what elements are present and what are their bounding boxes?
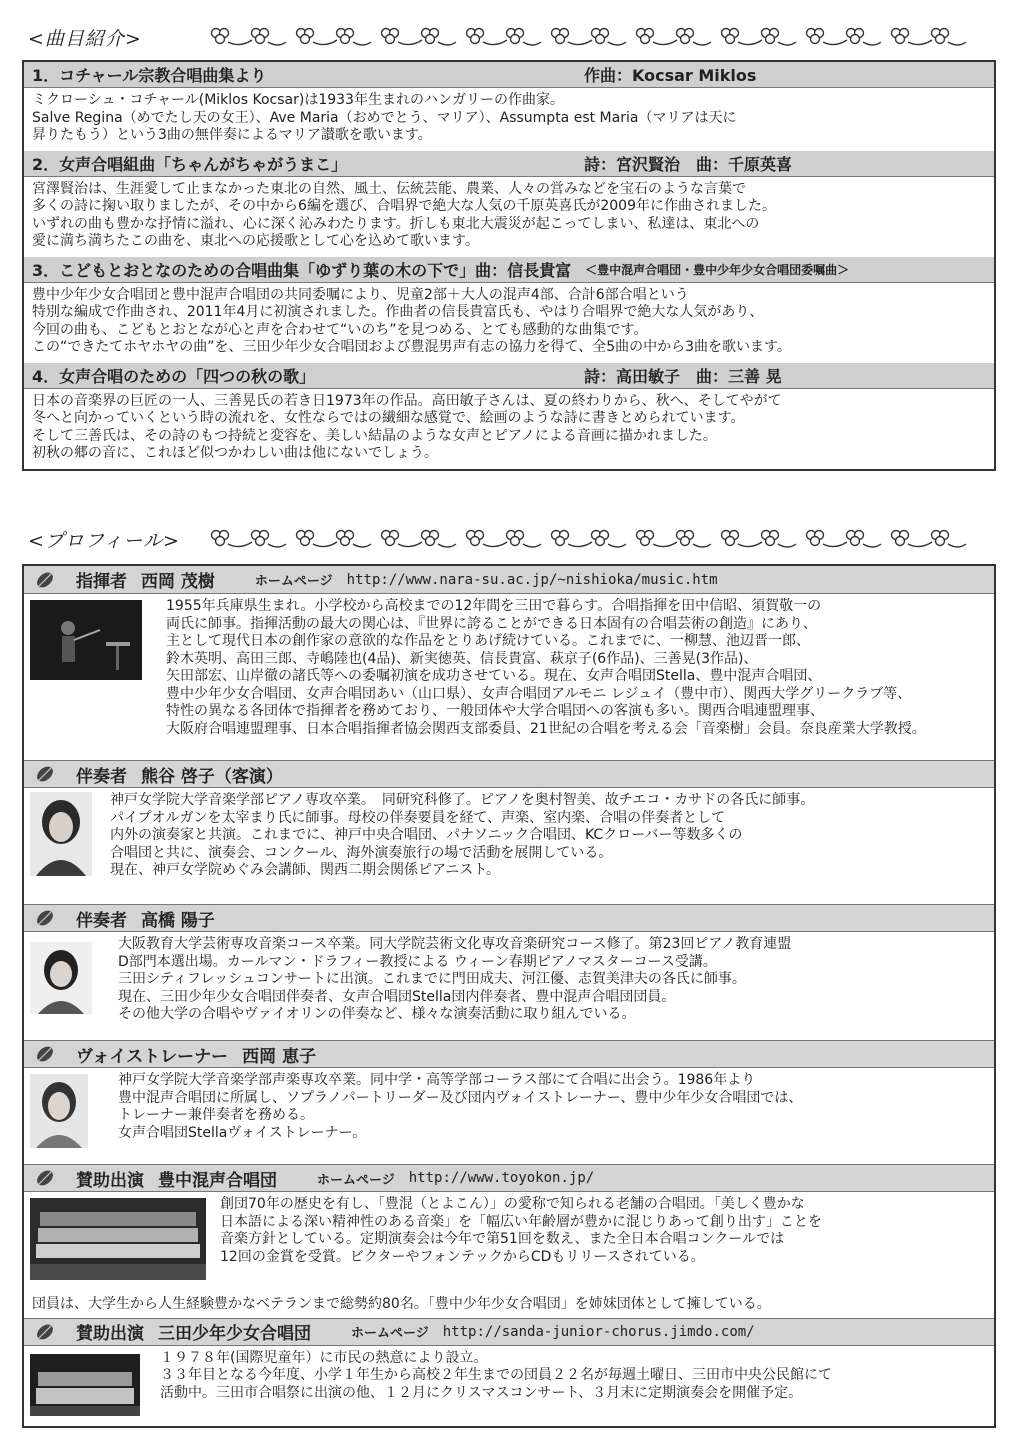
- clover-icon: [208, 526, 288, 552]
- leaf-icon: [34, 763, 56, 785]
- profile-header-voice-trainer: [24, 1040, 994, 1068]
- profile-body-sanda-choir: [24, 1346, 994, 1434]
- profile-body-toyonaka-choir: [24, 1192, 994, 1296]
- profile-name: 熊谷 啓子（客演）: [141, 766, 283, 787]
- profile-text: １９７８年(国際児童年）に市民の熱意により設立。 ３３年目となる今年度、小学１年生から高校２年生までの団員２２名が毎週土曜日、三田市中央公民館にて 活動中。三田市合唱祭に出演の他、１２月にクリスマスコンサート、３月末に定期演奏会を開催予定。: [160, 1349, 832, 1401]
- profile-header-pianist-kumagai: [24, 760, 994, 788]
- piece-credit: 作曲：Kocsar Miklos: [584, 66, 757, 85]
- piece-4: [24, 363, 994, 469]
- piece-header: [24, 257, 994, 283]
- leaf-icon: [34, 1043, 56, 1065]
- profile-name: 豊中混声合唱団: [158, 1170, 277, 1191]
- clover-icon: [463, 24, 543, 50]
- piece-title: 2．女声合唱組曲「ちゃんがちゃがうまこ」: [32, 154, 348, 174]
- piece-description: 日本の音楽界の巨匠の一人、三善晃氏の若き日1973年の作品。高田敏子さんは、夏の終わりから、秋へ、そしてやがて 冬へと向かっていくという時の流れを、女性ならではの繊細な感覚で、絵画のような詩に書きとめられています。 そして三善氏は、その詩のもつ持続と変容を、美しい結晶のような女声とピアノによる音画に描かれました。 初秋の郷の音に、これほど似つかわしい曲は他にないでしょう。: [32, 392, 782, 461]
- clover-icon: [633, 24, 713, 50]
- profile-text: 神戸女学院大学音楽学部ピアノ専攻卒業。 同研究科修了。ピアノを奥村智美、故チエコ・カサドの各氏に師事。 パイプオルガンを太宰まり氏に師事。母校の伴奏要員を経て、声楽、室内楽、合唱の伴奏者として 内外の演奏家と共演。これまでに、神戸中央合唱団、パナソニック合唱団、KCクローバー等数多くの 合唱団と共に、演奏会、コンクール、海外演奏旅行の場で活動を展開している。 現在、神戸女学院めぐみ会講師、関西二期会関係ピアニスト。: [110, 792, 815, 878]
- piece-3: [24, 257, 994, 363]
- profile-body-voice-trainer: [24, 1068, 994, 1164]
- clover-border: [208, 526, 1008, 552]
- profile-header-conductor: [24, 566, 994, 594]
- leaf-icon: [34, 569, 56, 591]
- piece-header: [24, 151, 994, 177]
- profile-text: 創団70年の歴史を有し、「豊混（とよこん）」の愛称で知られる老舗の合唱団。「美しく豊かな 日本語による深い精神性のある音楽」を「幅広い年齢層が豊かに混じりあって創り出す」ことを 音楽方針としている。定期演奏会は今年で第51回を数え、また全日本合唱コンクールでは 12回の金賞を受賞。ビクターやフォンテックからCDもリリースされている。: [220, 1196, 822, 1265]
- profile-name: 三田少年少女合唱団: [158, 1324, 311, 1344]
- voice-trainer-photo: [30, 1074, 88, 1148]
- profile-role: 指揮者: [76, 572, 127, 592]
- pieces-heading: <曲目紹介>: [28, 27, 142, 50]
- profile-header-toyonaka-choir: [24, 1164, 994, 1192]
- profile-text: 大阪教育大学芸術専攻音楽コース卒業。同大学院芸術文化専攻音楽研究コース修了。第23回ピアノ教育連盟 D部門本選出場。カールマン・ドラフィー教授による ウィーン春期ピアノマスターコース受講。 三田シティフレッシュコンサートに出演。これまでに門田成夫、河江優、志賀美津夫の各氏に師事。 現在、三田少年少女合唱団伴奏者、女声合唱団Stella団内伴奏者、豊中混声合唱団団員。 その他大学の合唱やヴァイオリンの伴奏など、様々な演奏活動に取り組んでいる。: [118, 936, 792, 1022]
- leaf-icon: [34, 1167, 56, 1189]
- profile-name: 高橋 陽子: [141, 910, 215, 931]
- clover-icon: [548, 24, 628, 50]
- profile-role: ヴォイストレーナー: [76, 1046, 229, 1067]
- clover-icon: [378, 24, 458, 50]
- clover-icon: [293, 24, 373, 50]
- homepage-label: ホームページ: [254, 574, 333, 589]
- homepage-link[interactable]: http://sanda-junior-chorus.jimdo.com/: [442, 1323, 755, 1340]
- piece-commission-note: ＜豊中混声合唱団・豊中少年少女合唱団委嘱曲＞: [585, 262, 850, 277]
- piece-description: 豊中少年少女合唱団と豊中混声合唱団の共同委嘱により、児童2部＋大人の混声4部、合計6部合唱という 特別な編成で作曲され、2011年4月に初演されました。作曲者の信長貴富氏も、やはり合唱界で絶大な人気があり、 今回の曲も、こどもとおとなが心と声を合わせて“いのち”を見つめる、とても感動的な曲集です。 この“できたてホヤホヤの曲”を、三田少年少女合唱団および豊混男声有志の協力を得て、全5曲の中から3曲を歌います。: [32, 286, 791, 355]
- leaf-icon: [34, 907, 56, 929]
- clover-icon: [803, 24, 883, 50]
- profile-body-conductor: [24, 594, 994, 760]
- clover-icon: [463, 526, 543, 552]
- pieces-box: [22, 60, 996, 471]
- leaf-icon: [34, 1321, 56, 1343]
- profile-text-continued: 団員は、大学生から人生経験豊かなベテランまで総勢約80名。「豊中少年少女合唱団」を姉妹団体として擁している。: [32, 1296, 771, 1312]
- profile-role: 伴奏者: [76, 766, 127, 787]
- homepage-label: ホームページ: [317, 1172, 395, 1188]
- clover-icon: [633, 526, 713, 552]
- pianist-kumagai-photo: [30, 792, 92, 876]
- sanda-choir-photo: [30, 1354, 140, 1416]
- clover-icon: [293, 526, 373, 552]
- piece-description: ミクローシュ・コチャール(Miklos Kocsar)は1933年生まれのハンガリーの作曲家。 Salve Regina（めでたし天の女王）、Ave Maria（おめでとう、マリア）、Assumpta est Maria（マリアは天に 昇りたもう）という3曲の無伴奏によるマリア讃歌を歌います。: [32, 92, 737, 143]
- profile-heading: <プロフィール>: [28, 529, 180, 552]
- piece-title: 1．コチャール宗教合唱曲集より: [32, 66, 267, 85]
- clover-icon: [888, 24, 968, 50]
- piece-title: 4．女声合唱のための「四つの秋の歌」: [32, 366, 316, 386]
- profile-heading-row: [28, 522, 1008, 556]
- piece-header: [24, 363, 994, 389]
- profile-name: 西岡 恵子: [242, 1046, 317, 1067]
- clover-icon: [548, 526, 628, 552]
- toyonaka-choir-photo: [30, 1198, 206, 1280]
- homepage-label: ホームページ: [351, 1326, 429, 1341]
- clover-icon: [718, 526, 798, 552]
- profile-name: 西岡 茂樹: [141, 572, 215, 592]
- profile-header-pianist-takahashi: [24, 904, 994, 932]
- piece-title: 3．こどもとおとなのための合唱曲集「ゆずり葉の木の下で」曲：信長貴富: [32, 260, 572, 280]
- profile-box: [22, 564, 996, 1428]
- pianist-takahashi-photo: [30, 942, 92, 1014]
- piece-2: [24, 151, 994, 257]
- clover-icon: [803, 526, 883, 552]
- clover-icon: [888, 526, 968, 552]
- profile-role: 賛助出演: [76, 1324, 144, 1344]
- profile-body-pianist-takahashi: [24, 932, 994, 1040]
- profile-header-sanda-choir: [24, 1318, 994, 1346]
- profile-role: 伴奏者: [76, 910, 127, 931]
- clover-icon: [378, 526, 458, 552]
- profile-body-pianist-kumagai: [24, 788, 994, 904]
- clover-icon: [208, 24, 288, 50]
- homepage-link[interactable]: http://www.nara-su.ac.jp/~nishioka/music.htm: [346, 571, 718, 588]
- piece-1: [24, 62, 994, 151]
- profile-text: 1955年兵庫県生まれ。小学校から高校までの12年間を三田で暮らす。合唱指揮を田中信昭、須賀敬一の 両氏に師事。指揮活動の最大の関心は、『世界に誇ることができる日本固有の合唱芸術の創造』にあり、 主として現代日本の創作家の意欲的な作品をとりあげ続けている。これまでに、一柳慧、池辺晋一郎、 鈴木英明、高田三郎、寺嶋陸也(4品)、新実徳英、信長貴富、萩京子(6作品)、三善晃(3作品)、 矢田部宏、山岸徹の諸氏等への委嘱初演を成功させている。現在、女声合唱団Stella、豊中混声合唱団、 豊中少年少女合唱団、女声合唱団あい（山口県）、女声合唱団アルモニ レジュイ（豊中市）、関西大学グリークラブ等、 特性の異なる各団体で指揮者を務めており、一般団体や大学合唱団への客演も多い。関西合唱連盟理事、 大阪府合唱連盟理事、日本合唱指揮者協会関西支部委員、21世紀の合唱を考える会「音楽樹」会員。奈良産業大学教授。: [166, 598, 926, 737]
- clover-border: [208, 24, 1008, 50]
- conductor-photo: [30, 600, 142, 680]
- homepage-link[interactable]: http://www.toyokon.jp/: [408, 1170, 595, 1186]
- clover-icon: [718, 24, 798, 50]
- piece-credit: 詩：宮沢賢治 曲：千原英喜: [584, 154, 793, 174]
- profile-text: 神戸女学院大学音楽学部声楽専攻卒業。同中学・高等学部コーラス部にて合唱に出会う。1986年より 豊中混声合唱団に所属し、ソプラノパートリーダー及び団内ヴォイストレーナー、豊中少年少女合唱団では、 トレーナー兼伴奏者を務める。 女声合唱団Stellaヴォイストレーナー。: [118, 1072, 803, 1141]
- pieces-heading-row: [28, 20, 1008, 54]
- piece-credit: 詩：高田敏子 曲：三善 晃: [584, 366, 782, 386]
- piece-header: [24, 62, 994, 88]
- profile-role: 賛助出演: [76, 1170, 144, 1191]
- piece-description: 宮澤賢治は、生涯愛して止まなかった東北の自然、風土、伝統芸能、農業、人々の営みなどを宝石のような言葉で 多くの詩に掬い取りましたが、その中から6編を選び、合唱界で絶大な人気の千原英喜氏が2009年に作曲されました。 いずれの曲も豊かな抒情に溢れ、心に深く沁みわたります。折しも東北大震災が起こってしまい、私達は、東北への 愛に満ち満ちたこの曲を、東北への応援歌として心を込めて歌います。: [32, 180, 776, 249]
